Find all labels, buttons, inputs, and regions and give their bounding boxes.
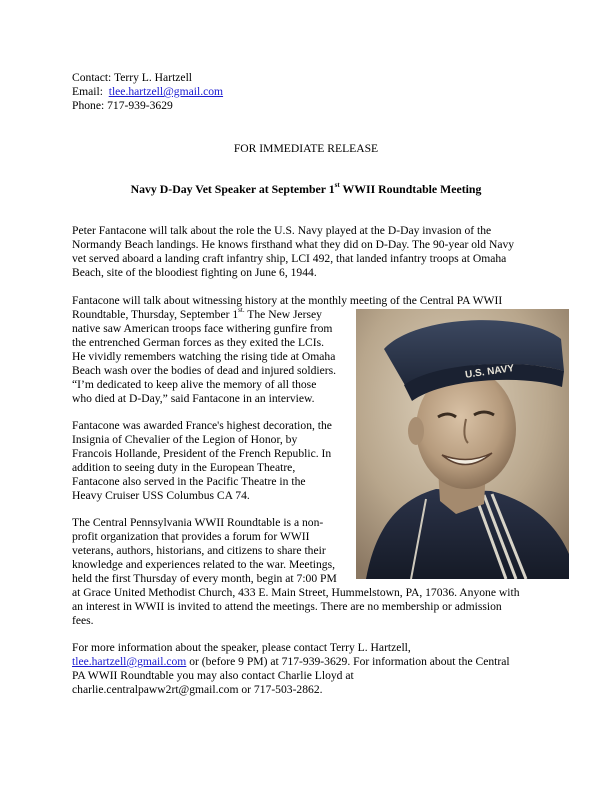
p5-text-after: or (before 9 PM) at 717-939-3629. For information about the Central — [186, 655, 510, 668]
p4-line: The Central Pennsylvania WWII Roundtable is a non- — [72, 516, 324, 529]
speaker-email-link[interactable]: tlee.hartzell@gmail.com — [72, 655, 187, 668]
p4-line: an interest in WWII is invited to attend the meetings. There are no membership or admission — [72, 600, 502, 613]
phone-line: Phone: 717-939-3629 — [72, 99, 173, 112]
p1-line: Normandy Beach landings. He knows firsthand what they did on D-Day. The 90-year old Navy — [72, 238, 515, 251]
p2-sup: st. — [238, 306, 245, 315]
p2-line — [72, 308, 322, 322]
p2-line: He vividly remembers watching the rising tide at Omaha — [72, 350, 336, 363]
release-label: FOR IMMEDIATE RELEASE — [233, 142, 379, 155]
p2-line: the entrenched German forces as they exited the LCIs. — [72, 336, 325, 349]
p4-line: held the first Thursday of every month, begin at 7:00 PM — [72, 572, 337, 585]
p3-line: Francois Hollande, President of the French Republic. In — [72, 447, 332, 460]
p3-line: Fantacone was awarded France's highest decoration, the — [72, 419, 332, 432]
p4-line: fees. — [72, 614, 94, 627]
p1-line: Peter Fantacone will talk about the role the U.S. Navy played at the D-Day invasion of the — [72, 224, 492, 237]
p2-text-after: The New Jersey — [244, 308, 322, 321]
headline-text-before: Navy D-Day Vet Speaker at September 1 — [130, 182, 335, 196]
p5-line — [72, 655, 510, 669]
headline-text-after: WWII Roundtable Meeting — [339, 182, 482, 196]
headline-sup: st — [334, 181, 340, 190]
p4-line: knowledge and experiences related to the war. Meetings, — [72, 558, 336, 571]
p4-line: at Grace United Methodist Church, 433 E. Main Street, Hummelstown, PA, 17036. Anyone with — [72, 586, 520, 599]
p5-line: charlie.centralpaww2rt@gmail.com or 717-503-2862. — [72, 683, 323, 696]
p2-line: who died at D-Day,” said Fantacone in an interview. — [72, 392, 315, 405]
p4-line: veterans, authors, historians, and citizens to share their — [72, 544, 326, 557]
sailor-photo — [356, 309, 569, 579]
p2-line: Fantacone will talk about witnessing history at the monthly meeting of the Central PA WWII — [72, 294, 503, 307]
p1-line: vet served aboard a landing craft infantry ship, LCI 492, that landed infantry troops at Omaha — [72, 252, 507, 265]
p2-text-before: Roundtable, Thursday, September 1 — [72, 308, 239, 321]
contact-line: Contact: Terry L. Hartzell — [72, 71, 193, 84]
p3-line: Insignia of Chevalier of the Legion of Honor, by — [72, 433, 298, 446]
p2-line: “I’m dedicated to keep alive the memory of all those — [72, 378, 317, 391]
headline — [0, 182, 612, 196]
cap-lettering: U.S. NAVY — [464, 363, 515, 381]
email-label: Email: — [72, 85, 103, 98]
p1-line: Beach, site of the bloodiest fighting on June 6, 1944. — [72, 266, 317, 279]
p5-line: PA WWII Roundtable you may also contact Charlie Lloyd at — [72, 669, 354, 682]
p3-line: Heavy Cruiser USS Columbus CA 74. — [72, 489, 250, 502]
p3-line: Fantacone also served in the Pacific Theatre in the — [72, 475, 306, 488]
p5-line: For more information about the speaker, please contact Terry L. Hartzell, — [72, 641, 411, 654]
contact-email-link[interactable]: tlee.hartzell@gmail.com — [108, 85, 224, 98]
p2-line: native saw American troops face withering gunfire from — [72, 322, 333, 335]
p3-line: addition to seeing duty in the European Theatre, — [72, 461, 296, 474]
email-line — [72, 85, 223, 99]
p4-line: profit organization that provides a forum for WWII — [72, 530, 310, 543]
p2-line: Beach wash over the bodies of dead and injured soldiers. — [72, 364, 337, 377]
